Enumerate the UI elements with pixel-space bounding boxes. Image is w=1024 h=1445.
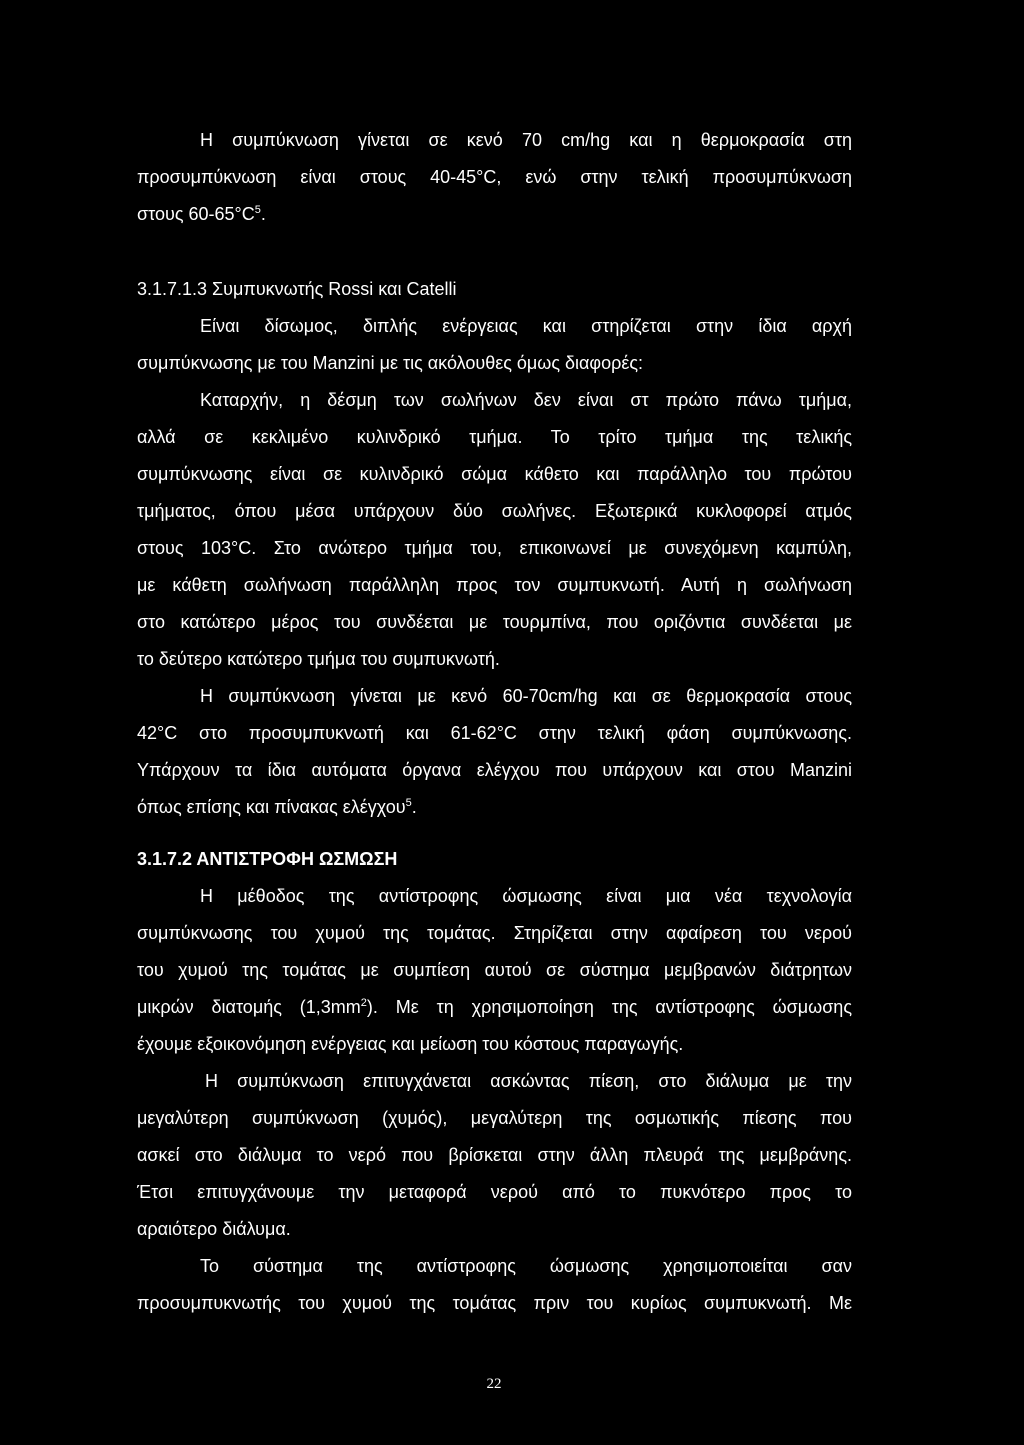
text-line: με κάθετη σωλήνωση παράλληλη προς τον συμπυκνωτή. Αυτή η σωλήνωση xyxy=(137,575,852,595)
text-line: το δεύτερο κατώτερο τμήμα του συμπυκνωτή. xyxy=(137,649,500,669)
text-line: στο κατώτερο μέρος του συνδέεται με τουρμπίνα, που οριζόντια συνδέεται με xyxy=(137,612,852,632)
text-line: Η συμπύκνωση επιτυγχάνεται ασκώντας πίεση, στο διάλυμα με την xyxy=(205,1071,852,1091)
paragraph xyxy=(137,878,852,1063)
text-segment: στους 60-65°C xyxy=(137,204,255,224)
paragraph xyxy=(137,122,852,233)
text-line: Η μέθοδος της αντίστροφης ώσμωσης είναι μια νέα τεχνολογία xyxy=(200,886,852,906)
text-line xyxy=(137,789,852,826)
text-line: μεγαλύτερη συμπύκνωση (χυμός), μεγαλύτερη της οσμωτικής πίεσης που xyxy=(137,1108,852,1128)
text-line: Καταρχήν, η δέσμη των σωλήνων δεν είναι στ πρώτο πάνω τμήμα, xyxy=(200,390,852,410)
text-line: Η συμπύκνωση γίνεται σε κενό 70 cm/hg και η θερμοκρασία στη xyxy=(200,130,852,150)
footnote-reference: 5 xyxy=(254,204,261,216)
text-line: αραιότερο διάλυμα. xyxy=(137,1219,291,1239)
paragraph xyxy=(137,382,852,678)
text-line: Το σύστημα της αντίστροφης ώσμωσης χρησιμοποιείται σαν xyxy=(200,1256,852,1276)
text-line: έχουμε εξοικονόμηση ενέργειας και μείωση του κόστους παραγωγής. xyxy=(137,1034,684,1054)
paragraph xyxy=(137,308,852,382)
text-segment: ). Με τη χρησιμοποίηση της αντίστροφης ώσμωσης xyxy=(366,997,852,1017)
paragraph xyxy=(137,1248,852,1322)
text-segment: μικρών διατομής (1,3mm xyxy=(137,997,361,1017)
section-heading: 3.1.7.2 ΑΝΤΙΣΤΡΟΦΗ ΩΣΜΩΣΗ xyxy=(137,849,398,869)
paragraph xyxy=(137,1063,852,1248)
text-line: 42°C στο προσυμπυκνωτή και 61-62°C στην τελική φάση συμπύκνωσης. xyxy=(137,723,852,743)
text-line: προσυμπυκνωτής του χυμού της τομάτας πριν του κυρίως συμπυκνωτή. Με xyxy=(137,1293,852,1313)
spacer xyxy=(137,826,852,841)
text-segment: όπως επίσης και πίνακας ελέγχου xyxy=(137,797,406,817)
footnote-reference: 2 xyxy=(360,997,367,1009)
text-line: συμπύκνωσης με του Manzini με τις ακόλουθες όμως διαφορές: xyxy=(137,353,644,373)
text-line: του χυμού της τομάτας με συμπίεση αυτού σε σύστημα μεμβρανών διάτρητων xyxy=(137,960,852,980)
text-line: προσυμπύκνωση είναι στους 40-45°C, ενώ στην τελική προσυμπύκνωση xyxy=(137,167,852,187)
page-number: 22 xyxy=(486,1376,502,1392)
text-line: Υπάρχουν τα ίδια αυτόματα όργανα ελέγχου που υπάρχουν και στου Manzini xyxy=(137,760,852,780)
section-heading: 3.1.7.1.3 Συμπυκνωτής Rossi και Catelli xyxy=(137,279,457,299)
text-line: τμήματος, όπου μέσα υπάρχουν δύο σωλήνες. Εξωτερικά κυκλοφορεί ατμός xyxy=(137,501,852,521)
spacer xyxy=(137,233,852,271)
text-line: στους 103°C. Στο ανώτερο τμήμα του, επικοινωνεί με συνεχόμενη καμπύλη, xyxy=(137,538,852,558)
text-line: συμπύκνωσης του χυμού της τομάτας. Στηρίζεται στην αφαίρεση του νερού xyxy=(137,923,852,943)
paragraph xyxy=(137,678,852,826)
text-line xyxy=(137,989,852,1026)
text-line: ασκεί στο διάλυμα το νερό που βρίσκεται στην άλλη πλευρά της μεμβράνης. xyxy=(137,1145,852,1165)
text-line: Είναι δίσωμος, διπλής ενέργειας και στηρίζεται στην ίδια αρχή xyxy=(200,316,852,336)
text-segment: . xyxy=(260,204,266,224)
text-line: αλλά σε κεκλιμένο κυλινδρικό τμήμα. Το τρίτο τμήμα της τελικής xyxy=(137,427,852,447)
text-segment: . xyxy=(411,797,417,817)
text-line: Η συμπύκνωση γίνεται με κενό 60-70cm/hg και σε θερμοκρασία στους xyxy=(200,686,852,706)
document-body xyxy=(137,122,852,1322)
text-line xyxy=(137,196,852,233)
text-line: Έτσι επιτυγχάνουμε την μεταφορά νερού από το πυκνότερο προς το xyxy=(137,1182,852,1202)
footnote-reference: 5 xyxy=(405,797,412,809)
text-line: συμπύκνωσης είναι σε κυλινδρικό σώμα κάθετο και παράλληλο του πρώτου xyxy=(137,464,852,484)
